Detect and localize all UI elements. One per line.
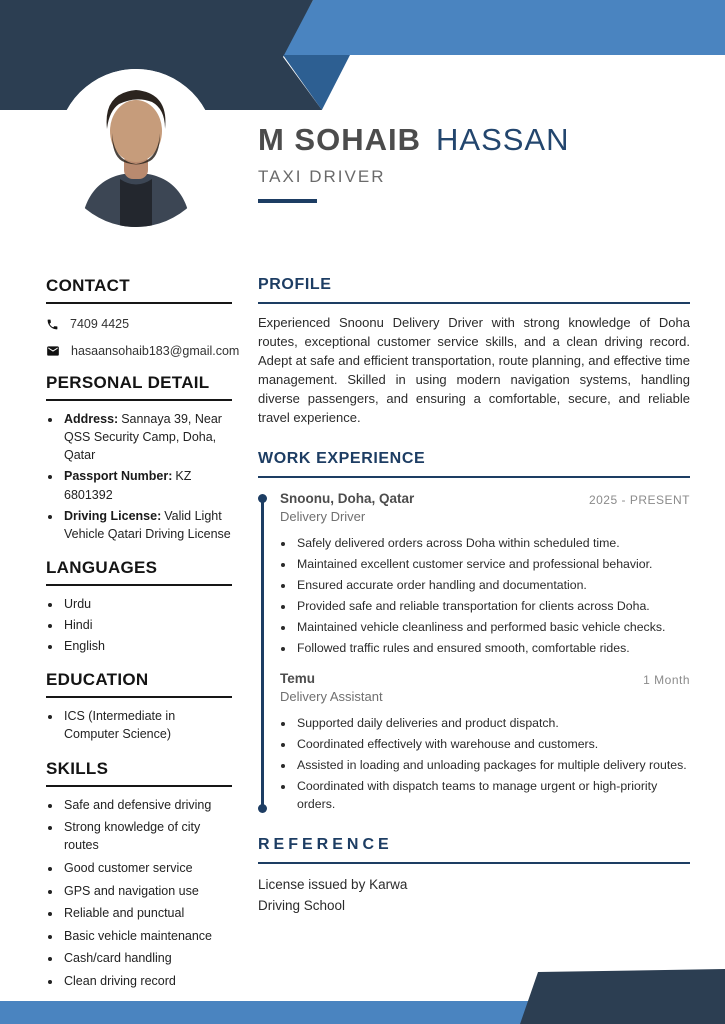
list-item: • Reliable and punctual bbox=[62, 904, 232, 922]
contact-section bbox=[46, 276, 240, 358]
skills-section bbox=[46, 759, 232, 991]
job-date: 2025 - PRESENT bbox=[588, 493, 690, 507]
job-header bbox=[280, 671, 690, 704]
work-experience-heading: WORK EXPERIENCE bbox=[258, 450, 690, 478]
email-icon bbox=[46, 344, 60, 358]
list-item: • Assisted in loading and unloading packages for multiple delivery routes. bbox=[295, 757, 690, 774]
timeline-dot-bottom bbox=[258, 804, 267, 813]
list-item: • Safe and defensive driving bbox=[62, 796, 232, 814]
title-underline bbox=[258, 199, 317, 203]
list-item: • Hindi bbox=[62, 616, 232, 634]
list-item: • GPS and navigation use bbox=[62, 882, 232, 900]
list-item: • Coordinated with dispatch teams to manage urgent or high-priority orders. bbox=[295, 778, 690, 813]
email-row bbox=[46, 344, 240, 358]
list-item: • Maintained vehicle cleanliness and performed basic vehicle checks. bbox=[295, 619, 690, 636]
list-item: • Supported daily deliveries and product dispatch. bbox=[295, 715, 690, 732]
list-item: • Safely delivered orders across Doha within scheduled time. bbox=[295, 535, 690, 552]
education-list bbox=[62, 707, 232, 743]
job-entry bbox=[280, 491, 690, 657]
list-item: • Strong knowledge of city routes bbox=[62, 818, 232, 854]
profile-heading: PROFILE bbox=[258, 276, 690, 304]
name-block bbox=[258, 122, 569, 203]
list-item: • Coordinated effectively with warehouse and customers. bbox=[295, 736, 690, 753]
list-item: • Basic vehicle maintenance bbox=[62, 927, 232, 945]
list-item: • Maintained excellent customer service and professional behavior. bbox=[295, 556, 690, 573]
education-heading: EDUCATION bbox=[46, 670, 232, 698]
job-role: Delivery Driver bbox=[280, 509, 366, 524]
contact-heading: CONTACT bbox=[46, 276, 232, 304]
job-title: TAXI DRIVER bbox=[258, 167, 386, 186]
list-item: • Provided safe and reliable transportation for clients across Doha. bbox=[295, 598, 690, 615]
list-item: • Address: Sannaya 39, Near QSS Security Camp, Doha, Qatar bbox=[62, 410, 232, 464]
job-role: Delivery Assistant bbox=[280, 689, 383, 705]
profile-photo bbox=[57, 69, 215, 227]
phone-icon bbox=[46, 318, 59, 331]
list-item: • Urdu bbox=[62, 595, 232, 613]
job-date: 1 Month bbox=[643, 673, 690, 688]
list-item: • English bbox=[62, 637, 232, 655]
list-item: • Clean driving record bbox=[62, 972, 232, 990]
reference-text bbox=[258, 875, 690, 917]
list-item: • Driving License: Valid Light Vehicle Qatari Driving License bbox=[62, 507, 232, 543]
list-item: • Ensured accurate order handling and documentation. bbox=[295, 577, 690, 594]
list-item: • Passport Number: KZ 6801392 bbox=[62, 467, 232, 503]
list-item: • Cash/card handling bbox=[62, 949, 232, 967]
skills-heading: SKILLS bbox=[46, 759, 232, 787]
personal-detail-list bbox=[62, 410, 232, 543]
education-section bbox=[46, 670, 232, 743]
footer-dark-shape bbox=[500, 965, 725, 1024]
list-item: • ICS (Intermediate in Computer Science) bbox=[62, 707, 232, 743]
job-bullets bbox=[295, 535, 690, 657]
phone-row bbox=[46, 317, 232, 331]
last-name: HASSAN bbox=[436, 122, 570, 157]
person-silhouette-icon bbox=[57, 69, 215, 227]
full-name bbox=[258, 122, 569, 158]
languages-heading: LANGUAGES bbox=[46, 558, 232, 586]
timeline-dot-top bbox=[258, 494, 267, 503]
reference-line: Driving School bbox=[258, 897, 346, 913]
list-item: • Followed traffic rules and ensured smooth, comfortable rides. bbox=[295, 640, 690, 657]
job-entry bbox=[280, 671, 690, 813]
skills-list bbox=[62, 796, 232, 991]
list-item: • Good customer service bbox=[62, 859, 232, 877]
job-company: Temu bbox=[280, 671, 316, 687]
email-address: hasaansohaib183@gmail.com bbox=[71, 344, 240, 358]
languages-section bbox=[46, 558, 232, 655]
personal-detail-section bbox=[46, 373, 232, 543]
work-experience-section bbox=[258, 450, 690, 813]
job-bullets bbox=[295, 715, 690, 813]
personal-detail-heading: PERSONAL DETAIL bbox=[46, 373, 232, 401]
job-company: Snoonu, Doha, Qatar bbox=[280, 491, 415, 506]
reference-line: License issued by Karwa bbox=[258, 876, 408, 892]
profile-section bbox=[258, 276, 690, 427]
left-column bbox=[46, 276, 240, 995]
experience-timeline bbox=[258, 491, 690, 813]
reference-section bbox=[258, 836, 690, 917]
languages-list bbox=[62, 595, 232, 655]
job-header bbox=[280, 491, 690, 524]
first-name: M SOHAIB bbox=[258, 122, 421, 157]
phone-number: 7409 4425 bbox=[70, 317, 130, 331]
right-column bbox=[258, 276, 690, 917]
profile-text: Experienced Snoonu Delivery Driver with strong knowledge of Doha routes, exceptional customer service skills, and a clean driving record. Adept at safe and efficient transportation, route planning, and effective time management. Skilled in using modern navigation systems, handling diverse passengers, and ensuring a comfortable, secure, and reliable travel experience. bbox=[258, 315, 690, 425]
reference-heading: REFERENCE bbox=[258, 836, 690, 864]
